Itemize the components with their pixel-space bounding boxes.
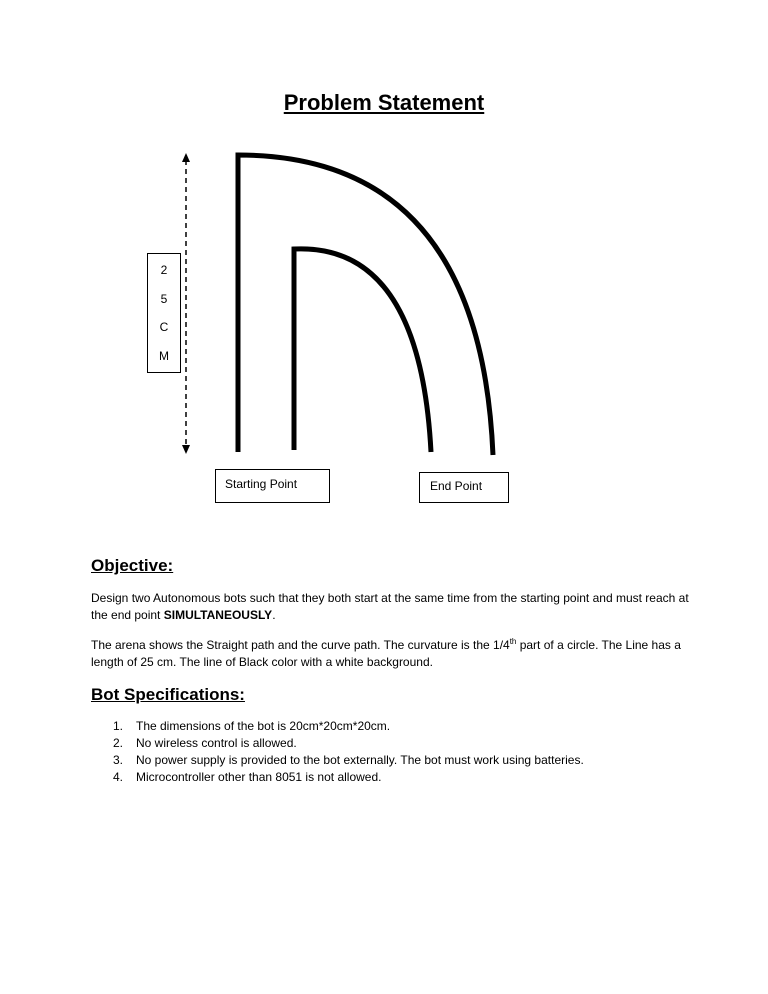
dimension-char: M [159, 348, 169, 363]
list-text: No power supply is provided to the bot externally. The bot must work using batteries. [136, 753, 584, 767]
starting-point-label: Starting Point [215, 469, 330, 503]
list-number: 1. [113, 719, 124, 733]
bot-specifications-heading: Bot Specifications: [91, 685, 245, 704]
list-item [91, 769, 711, 786]
list-text: Microcontroller other than 8051 is not allowed. [136, 770, 382, 784]
inner-path [294, 249, 431, 452]
list-item [91, 752, 711, 769]
list-number: 3. [113, 753, 124, 767]
outer-path [238, 155, 493, 455]
dimension-arrow-top [182, 153, 190, 162]
objective-text: Design two Autonomous bots such that they both start at the same time from the starting point and must reach at the end point [91, 591, 689, 622]
objective-paragraph-1 [91, 590, 701, 624]
list-item [91, 718, 711, 735]
spec-list [91, 718, 711, 786]
superscript-th: th [509, 637, 517, 646]
list-text: The dimensions of the bot is 20cm*20cm*20cm. [136, 719, 391, 733]
arena-text: The arena shows the Straight path and the curve path. The curvature is the 1/4 [91, 638, 510, 652]
list-number: 2. [113, 736, 124, 750]
page-title: Problem Statement [283, 90, 485, 115]
dimension-label [147, 253, 181, 373]
dimension-arrow-bottom [182, 445, 190, 454]
end-point-label: End Point [419, 472, 509, 503]
dimension-char: 5 [160, 291, 168, 306]
dimension-char: C [159, 320, 169, 335]
arena-diagram [0, 140, 768, 470]
list-item [91, 735, 711, 752]
list-number: 4. [113, 770, 124, 784]
simultaneously-text: SIMULTANEOUSLY [163, 608, 273, 622]
arena-text-end: part of a circle. The Line has a length of 25 cm. The line of Black color with a white background. [91, 638, 681, 669]
objective-period: . [272, 608, 276, 622]
dimension-char: 2 [160, 263, 168, 278]
list-text: No wireless control is allowed. [136, 736, 297, 750]
objective-paragraph-2 [91, 637, 701, 671]
objective-heading: Objective: [91, 556, 174, 575]
